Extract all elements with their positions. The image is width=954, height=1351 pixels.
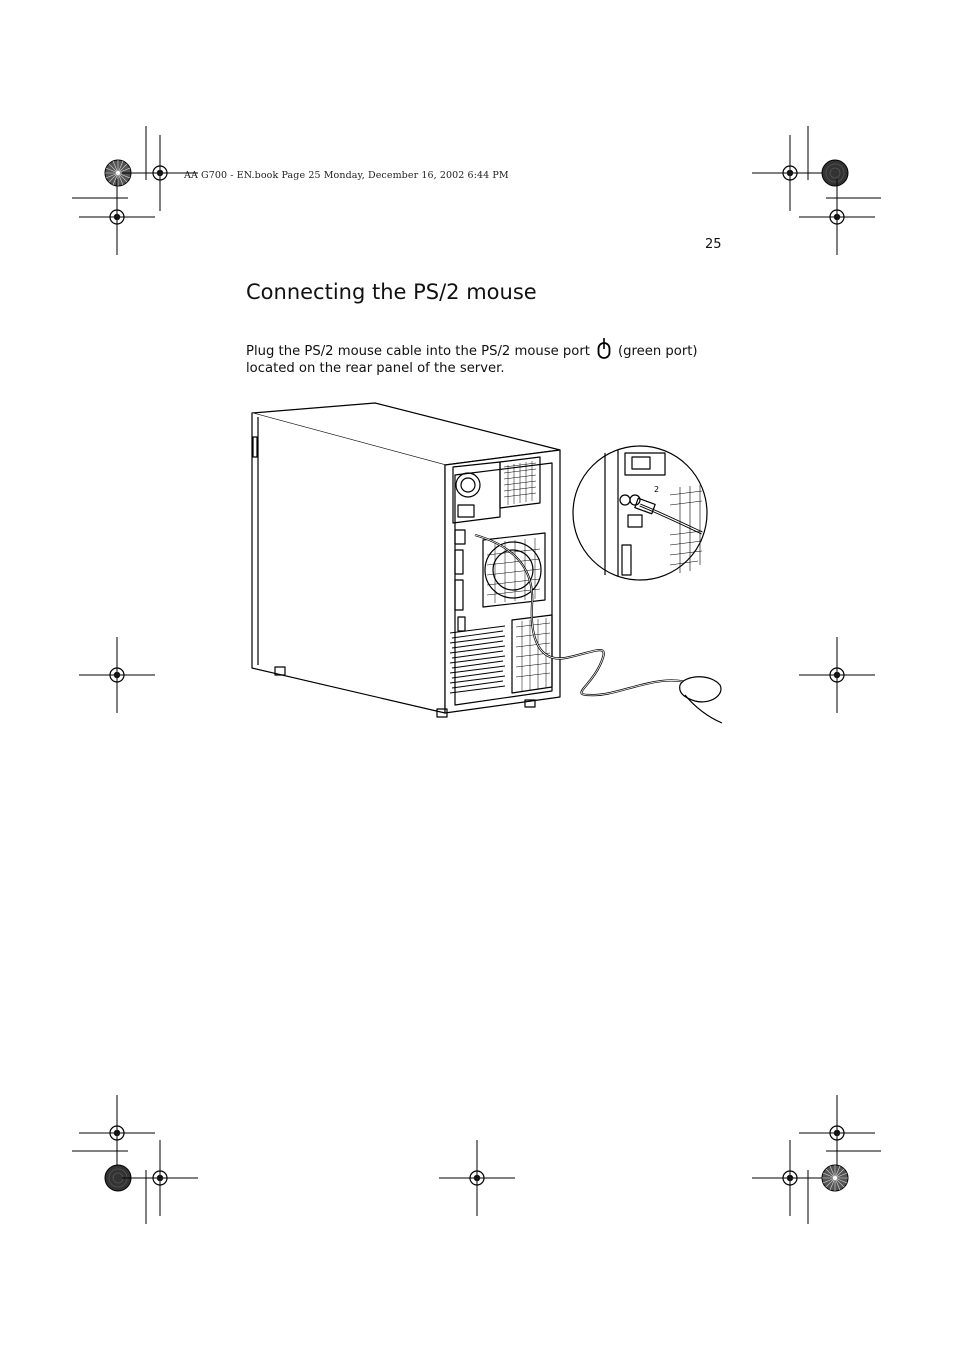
page-number: 25 bbox=[705, 237, 722, 252]
crosshair-icon bbox=[79, 637, 155, 713]
crosshair-icon bbox=[752, 135, 828, 211]
crosshair-icon bbox=[752, 1140, 828, 1216]
print-header: AA G700 - EN.book Page 25 Monday, December 16, 2002 6:44 PM bbox=[184, 170, 509, 181]
page-title: Connecting the PS/2 mouse bbox=[246, 280, 537, 304]
server-illustration bbox=[240, 395, 730, 730]
instruction-paragraph bbox=[246, 337, 716, 377]
paragraph-text-end: (green port) located on the rear panel of the server. bbox=[246, 344, 698, 376]
crosshair-icon bbox=[79, 179, 155, 255]
mouse-icon bbox=[593, 337, 615, 359]
starburst-icon bbox=[822, 1165, 848, 1191]
port-number-label: 2 bbox=[654, 485, 660, 494]
crosshair-icon bbox=[122, 1140, 198, 1216]
starburst-icon bbox=[822, 160, 848, 186]
crosshair-icon bbox=[799, 179, 875, 255]
crosshair-icon bbox=[799, 1095, 875, 1171]
crosshair-icon bbox=[799, 637, 875, 713]
crosshair-icon bbox=[79, 1095, 155, 1171]
crosshair-icon bbox=[439, 1140, 515, 1216]
paragraph-text-start: Plug the PS/2 mouse cable into the PS/2 mouse port bbox=[246, 344, 590, 359]
